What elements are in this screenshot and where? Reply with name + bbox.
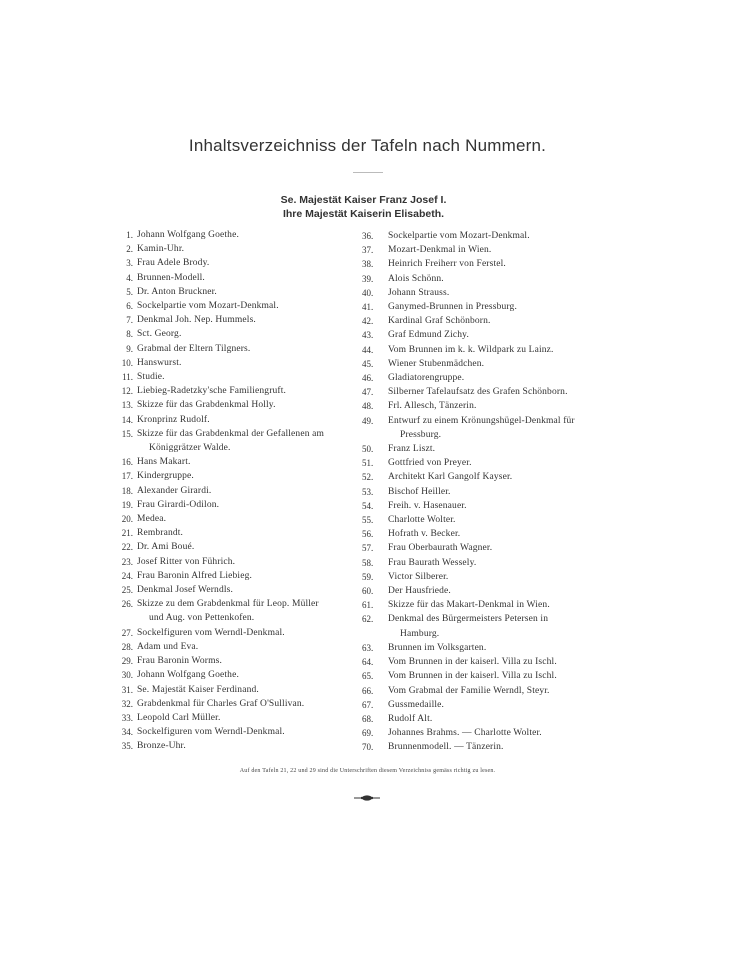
plate-entry <box>362 357 607 371</box>
plate-number: 42. <box>362 316 374 327</box>
plate-title-line: Hanswurst. <box>137 357 182 368</box>
dedication-block <box>0 193 735 221</box>
plate-number: 41. <box>362 302 374 313</box>
plate-title-line: Victor Silberer. <box>388 571 449 582</box>
plate-number: 16. <box>121 457 133 468</box>
plate-title <box>137 583 370 597</box>
plate-title-line: Denkmal Josef Werndls. <box>137 585 234 596</box>
plate-title <box>137 725 370 739</box>
plate-entry <box>108 697 370 711</box>
plate-title-line: Alois Schönn. <box>388 273 444 284</box>
plate-number: 62. <box>362 614 374 625</box>
plate-entry <box>108 711 370 725</box>
plate-entry <box>362 229 607 243</box>
plate-number: 59. <box>362 571 374 582</box>
plate-title-line: Denkmal Joh. Nep. Hummels. <box>137 315 256 326</box>
plate-number: 12. <box>121 386 133 397</box>
plate-entry <box>362 513 607 527</box>
plate-entry <box>108 725 370 739</box>
plate-title-line: Silberner Tafelaufsatz des Grafen Schönborn. <box>388 387 568 398</box>
plate-entry <box>108 498 370 512</box>
plate-title-line: Vom Brunnen in der kaiserl. Villa zu Ischl. <box>388 657 557 668</box>
plate-title <box>137 668 370 682</box>
plate-entry <box>362 527 607 541</box>
plate-number: 6. <box>126 301 133 312</box>
plate-index-right-column <box>362 229 607 755</box>
plate-entry <box>108 256 370 270</box>
plate-title-line: Alexander Girardi. <box>137 485 212 496</box>
plate-title <box>137 526 370 540</box>
plate-title <box>388 698 607 712</box>
plate-title <box>388 343 607 357</box>
plate-entry <box>108 384 370 398</box>
plate-title-line: Frau Girardi-Odilon. <box>137 499 220 510</box>
plate-number: 25. <box>121 585 133 596</box>
plate-title <box>388 257 607 271</box>
plate-title <box>137 683 370 697</box>
plate-title-line: Kardinal Graf Schönborn. <box>388 316 491 327</box>
plate-title <box>137 697 370 711</box>
plate-title <box>388 229 607 243</box>
plate-number: 14. <box>121 414 133 425</box>
plate-index-left-column <box>108 228 370 754</box>
plate-title-line: Johann Wolfgang Goethe. <box>137 670 239 681</box>
plate-title <box>388 357 607 371</box>
plate-number: 27. <box>121 627 133 638</box>
plate-title-line: Dr. Ami Boué. <box>137 542 195 553</box>
title-divider <box>353 172 383 173</box>
plate-number: 10. <box>121 357 133 368</box>
plate-title <box>137 299 370 313</box>
plate-title <box>388 485 607 499</box>
plate-title-line: Frau Baurath Wessely. <box>388 557 477 568</box>
plate-number: 35. <box>121 741 133 752</box>
plate-title-line: Hofrath v. Becker. <box>388 529 461 540</box>
plate-number: 68. <box>362 713 374 724</box>
plate-number: 9. <box>126 343 133 354</box>
plate-number: 44. <box>362 344 374 355</box>
plate-title <box>137 555 370 569</box>
plate-entry <box>108 739 370 753</box>
plate-entry <box>362 470 607 484</box>
plate-entry <box>108 583 370 597</box>
plate-title <box>388 414 607 442</box>
plate-entry <box>362 598 607 612</box>
plate-title-line: Johann Strauss. <box>388 287 450 298</box>
plate-title <box>388 470 607 484</box>
plate-number: 15. <box>121 428 133 439</box>
plate-title <box>137 398 370 412</box>
plate-number: 57. <box>362 543 374 554</box>
plate-title <box>388 399 607 413</box>
plate-title <box>388 598 607 612</box>
plate-entry <box>108 271 370 285</box>
plate-entry <box>362 740 607 754</box>
plate-title <box>137 413 370 427</box>
plate-entry <box>108 370 370 384</box>
plate-number: 29. <box>121 656 133 667</box>
plate-title-line: Vom Grabmal der Familie Werndl, Steyr. <box>388 685 550 696</box>
plate-title-line: Freih. v. Hasenauer. <box>388 500 467 511</box>
plate-title-line: Vom Brunnen in der kaiserl. Villa zu Ischl. <box>388 671 557 682</box>
plate-number: 34. <box>121 727 133 738</box>
plate-title-line: Entwurf zu einem Krönungshügel-Denkmal für <box>388 415 575 426</box>
plate-entry <box>108 683 370 697</box>
plate-title <box>137 256 370 270</box>
plate-title <box>388 328 607 342</box>
plate-number: 8. <box>126 329 133 340</box>
plate-number: 31. <box>121 684 133 695</box>
plate-entry <box>362 641 607 655</box>
plate-title <box>137 597 370 625</box>
plate-title-line: Medea. <box>137 514 167 525</box>
page-title: Inhaltsverzeichniss der Tafeln nach Nummern. <box>188 136 547 155</box>
plate-number: 70. <box>362 742 374 753</box>
plate-title <box>388 286 607 300</box>
plate-title-line: Skizze zu dem Grabdenkmal für Leop. Müller <box>137 599 319 610</box>
plate-title <box>388 371 607 385</box>
plate-entry <box>108 299 370 313</box>
plate-entry <box>108 427 370 455</box>
plate-entry <box>362 399 607 413</box>
plate-number: 51. <box>362 458 374 469</box>
plate-title-line: Ganymed-Brunnen in Pressburg. <box>388 302 517 313</box>
plate-entry <box>108 668 370 682</box>
plate-title <box>137 356 370 370</box>
plate-title <box>137 484 370 498</box>
plate-number: 58. <box>362 557 374 568</box>
plate-number: 63. <box>362 642 374 653</box>
plate-number: 22. <box>121 542 133 553</box>
plate-title <box>137 271 370 285</box>
plate-title-line: Brunnen im Volksgarten. <box>388 642 487 653</box>
plate-title-line: Se. Majestät Kaiser Ferdinand. <box>137 684 259 695</box>
plate-entry <box>362 286 607 300</box>
plate-title-line: Kamin-Uhr. <box>137 244 185 255</box>
plate-title <box>137 384 370 398</box>
dedication-line: Se. Majestät Kaiser Franz Josef I. <box>280 194 447 206</box>
plate-entry <box>108 342 370 356</box>
plate-number: 18. <box>121 485 133 496</box>
plate-title-line: Frl. Allesch, Tänzerin. <box>388 401 477 412</box>
plate-number: 69. <box>362 728 374 739</box>
plate-entry <box>362 499 607 513</box>
plate-entry <box>362 584 607 598</box>
plate-number: 5. <box>126 286 133 297</box>
plate-number: 20. <box>121 514 133 525</box>
plate-entry <box>362 385 607 399</box>
plate-number: 60. <box>362 586 374 597</box>
plate-title <box>137 455 370 469</box>
plate-number: 40. <box>362 287 374 298</box>
plate-title-line: Rudolf Alt. <box>388 713 433 724</box>
plate-title-line: Dr. Anton Bruckner. <box>137 286 217 297</box>
plate-entry <box>362 612 607 640</box>
plate-entry <box>362 314 607 328</box>
plate-title-line: Wiener Stubenmädchen. <box>388 358 485 369</box>
plate-title-line: Gladiatorengruppe. <box>388 373 465 384</box>
plate-number: 32. <box>121 698 133 709</box>
plate-entry <box>108 640 370 654</box>
plate-number: 36. <box>362 231 374 241</box>
plate-number: 24. <box>121 570 133 581</box>
plate-title <box>137 327 370 341</box>
plate-number: 4. <box>126 272 133 283</box>
plate-entry <box>362 698 607 712</box>
plate-title <box>137 569 370 583</box>
plate-number: 50. <box>362 444 374 455</box>
plate-title-line: Frau Baronin Worms. <box>137 656 223 667</box>
plate-title-line: Johann Wolfgang Goethe. <box>137 230 239 240</box>
plate-title-line: Franz Liszt. <box>388 444 436 455</box>
plate-title-line: Skizze für das Grabdenkmal der Gefallenen am <box>137 428 325 439</box>
plate-title-line: Johannes Brahms. — Charlotte Wolter. <box>388 728 542 739</box>
plate-number: 7. <box>126 315 133 326</box>
plate-title-line: Skizze für das Makart-Denkmal in Wien. <box>388 600 550 611</box>
plate-entry <box>362 684 607 698</box>
plate-entry <box>362 300 607 314</box>
plate-number: 17. <box>121 471 133 482</box>
plate-title <box>137 739 370 753</box>
plate-title-line: Der Hausfriede. <box>388 586 451 597</box>
plate-title <box>137 626 370 640</box>
plate-title <box>388 243 607 257</box>
plate-title <box>388 513 607 527</box>
plate-entry <box>362 442 607 456</box>
plate-title-continuation: und Aug. von Pettenkofen. <box>149 613 255 624</box>
plate-entry <box>108 526 370 540</box>
plate-entry <box>362 570 607 584</box>
plate-title-continuation: Hamburg. <box>400 628 440 639</box>
footnote: Auf den Tafeln 21, 22 und 29 sind die Unterschriften diesem Verzeichniss gemäss richtig zu lesen. <box>239 768 496 774</box>
plate-title-line: Denkmal des Bürgermeisters Petersen in <box>388 614 549 625</box>
plate-title-line: Kindergruppe. <box>137 471 194 482</box>
plate-number: 39. <box>362 273 374 284</box>
plate-title-line: Skizze für das Grabdenkmal Holly. <box>137 400 276 411</box>
plate-title <box>388 669 607 683</box>
plate-title <box>137 469 370 483</box>
plate-title-line: Hans Makart. <box>137 457 191 468</box>
plate-title <box>137 427 370 455</box>
dedication-line: Ihre Majestät Kaiserin Elisabeth. <box>282 208 445 220</box>
plate-entry <box>108 512 370 526</box>
plate-title <box>388 684 607 698</box>
plate-title-continuation: Pressburg. <box>400 429 442 440</box>
plate-title <box>388 499 607 513</box>
plate-title-line: Sockelpartie vom Mozart-Denkmal. <box>137 301 279 312</box>
plate-entry <box>108 469 370 483</box>
plate-number: 49. <box>362 415 374 426</box>
plate-title <box>388 641 607 655</box>
plate-entry <box>362 272 607 286</box>
plate-entry <box>362 712 607 726</box>
plate-entry <box>108 242 370 256</box>
plate-title <box>388 385 607 399</box>
plate-title-line: Brunnen-Modell. <box>137 272 205 283</box>
plate-title <box>137 540 370 554</box>
plate-number: 61. <box>362 600 374 611</box>
plate-title-line: Architekt Karl Gangolf Kayser. <box>388 472 513 483</box>
fleuron-ornament-icon <box>353 794 381 802</box>
plate-title-line: Rembrandt. <box>137 528 184 539</box>
plate-title-line: Josef Ritter von Führich. <box>137 556 236 567</box>
plate-title-line: Leopold Carl Müller. <box>137 712 221 723</box>
plate-title <box>388 456 607 470</box>
plate-number: 3. <box>126 258 133 269</box>
plate-number: 45. <box>362 358 374 369</box>
plate-number: 46. <box>362 373 374 384</box>
plate-title-line: Vom Brunnen im k. k. Wildpark zu Lainz. <box>388 344 554 355</box>
plate-title-line: Sockelfiguren vom Werndl-Denkmal. <box>137 727 285 738</box>
plate-title-line: Sct. Georg. <box>137 329 182 340</box>
plate-number: 48. <box>362 401 374 412</box>
plate-number: 65. <box>362 671 374 682</box>
plate-entry <box>108 569 370 583</box>
plate-number: 37. <box>362 245 374 256</box>
plate-title-line: Gottfried von Preyer. <box>388 458 472 469</box>
plate-number: 64. <box>362 657 374 668</box>
plate-entry <box>108 455 370 469</box>
plate-number: 47. <box>362 387 374 398</box>
plate-title-line: Graf Edmund Zichy. <box>388 330 469 341</box>
plate-title <box>388 726 607 740</box>
plate-entry <box>362 669 607 683</box>
plate-entry <box>108 285 370 299</box>
plate-number: 2. <box>126 244 133 255</box>
plate-entry <box>362 456 607 470</box>
plate-title <box>388 612 607 640</box>
plate-title <box>388 300 607 314</box>
plate-entry <box>362 243 607 257</box>
plate-title-line: Liebieg-Radetzky'sche Familiengruft. <box>137 386 287 397</box>
plate-entry <box>362 371 607 385</box>
plate-title-line: Charlotte Wolter. <box>388 515 456 526</box>
plate-title <box>388 527 607 541</box>
plate-number: 28. <box>121 641 133 652</box>
plate-title <box>137 285 370 299</box>
plate-number: 53. <box>362 486 374 497</box>
plate-title-line: Heinrich Freiherr von Ferstel. <box>388 259 506 270</box>
plate-number: 13. <box>121 400 133 411</box>
plate-entry <box>108 398 370 412</box>
plate-title-line: Frau Baronin Alfred Liebieg. <box>137 570 253 581</box>
plate-title <box>388 314 607 328</box>
plate-title <box>388 541 607 555</box>
plate-title <box>137 370 370 384</box>
plate-title-line: Sockelfiguren vom Werndl-Denkmal. <box>137 627 285 638</box>
plate-entry <box>108 484 370 498</box>
plate-entry <box>362 541 607 555</box>
plate-title-line: Kronprinz Rudolf. <box>137 414 210 425</box>
plate-title <box>137 313 370 327</box>
plate-title-line: Adam und Eva. <box>137 641 199 652</box>
plate-number: 1. <box>126 230 133 240</box>
plate-number: 11. <box>122 372 133 383</box>
plate-title <box>137 512 370 526</box>
plate-title-line: Sockelpartie vom Mozart-Denkmal. <box>388 231 530 241</box>
plate-number: 66. <box>362 685 374 696</box>
plate-entry <box>108 626 370 640</box>
plate-title-line: Frau Oberbaurath Wagner. <box>388 543 493 554</box>
plate-entry <box>362 414 607 442</box>
plate-number: 33. <box>121 712 133 723</box>
plate-entry <box>108 313 370 327</box>
plate-entry <box>362 726 607 740</box>
plate-title <box>137 242 370 256</box>
plate-title-line: Brunnenmodell. — Tänzerin. <box>388 742 504 753</box>
plate-entry <box>362 556 607 570</box>
plate-title <box>388 570 607 584</box>
plate-number: 52. <box>362 472 374 483</box>
plate-title-line: Bronze-Uhr. <box>137 741 186 752</box>
plate-title-continuation: Königgrätzer Walde. <box>149 443 231 454</box>
plate-number: 43. <box>362 330 374 341</box>
plate-entry <box>362 655 607 669</box>
plate-entry <box>362 343 607 357</box>
plate-title-line: Frau Adele Brody. <box>137 258 210 269</box>
plate-number: 55. <box>362 515 374 526</box>
plate-number: 26. <box>121 599 133 610</box>
plate-number: 67. <box>362 699 374 710</box>
plate-title-line: Studie. <box>137 372 165 383</box>
plate-number: 30. <box>121 670 133 681</box>
plate-entry <box>108 540 370 554</box>
plate-entry <box>108 555 370 569</box>
plate-number: 23. <box>121 556 133 567</box>
plate-entry <box>362 328 607 342</box>
plate-title <box>388 712 607 726</box>
plate-entry <box>362 257 607 271</box>
plate-title-line: Gussmedaille. <box>388 699 445 710</box>
plate-title <box>388 442 607 456</box>
plate-number: 21. <box>121 528 133 539</box>
plate-entry <box>108 228 370 242</box>
plate-title <box>137 342 370 356</box>
plate-title-line: Grabdenkmal für Charles Graf O'Sullivan. <box>137 698 305 709</box>
plate-number: 38. <box>362 259 374 270</box>
plate-title <box>388 272 607 286</box>
plate-title <box>137 654 370 668</box>
plate-title <box>137 711 370 725</box>
plate-number: 54. <box>362 500 374 511</box>
plate-title <box>388 584 607 598</box>
plate-title <box>137 228 370 242</box>
plate-number: 19. <box>121 499 133 510</box>
plate-title <box>388 740 607 754</box>
plate-title-line: Mozart-Denkmal in Wien. <box>388 245 492 256</box>
plate-title <box>388 655 607 669</box>
plate-title <box>137 640 370 654</box>
plate-entry <box>108 654 370 668</box>
plate-number: 56. <box>362 529 374 540</box>
plate-entry <box>108 356 370 370</box>
plate-entry <box>108 597 370 625</box>
plate-entry <box>108 413 370 427</box>
plate-title-line: Grabmal der Eltern Tilgners. <box>137 343 251 354</box>
plate-title <box>388 556 607 570</box>
plate-title <box>137 498 370 512</box>
plate-entry <box>362 485 607 499</box>
plate-entry <box>108 327 370 341</box>
plate-title-line: Bischof Heiller. <box>388 486 451 497</box>
